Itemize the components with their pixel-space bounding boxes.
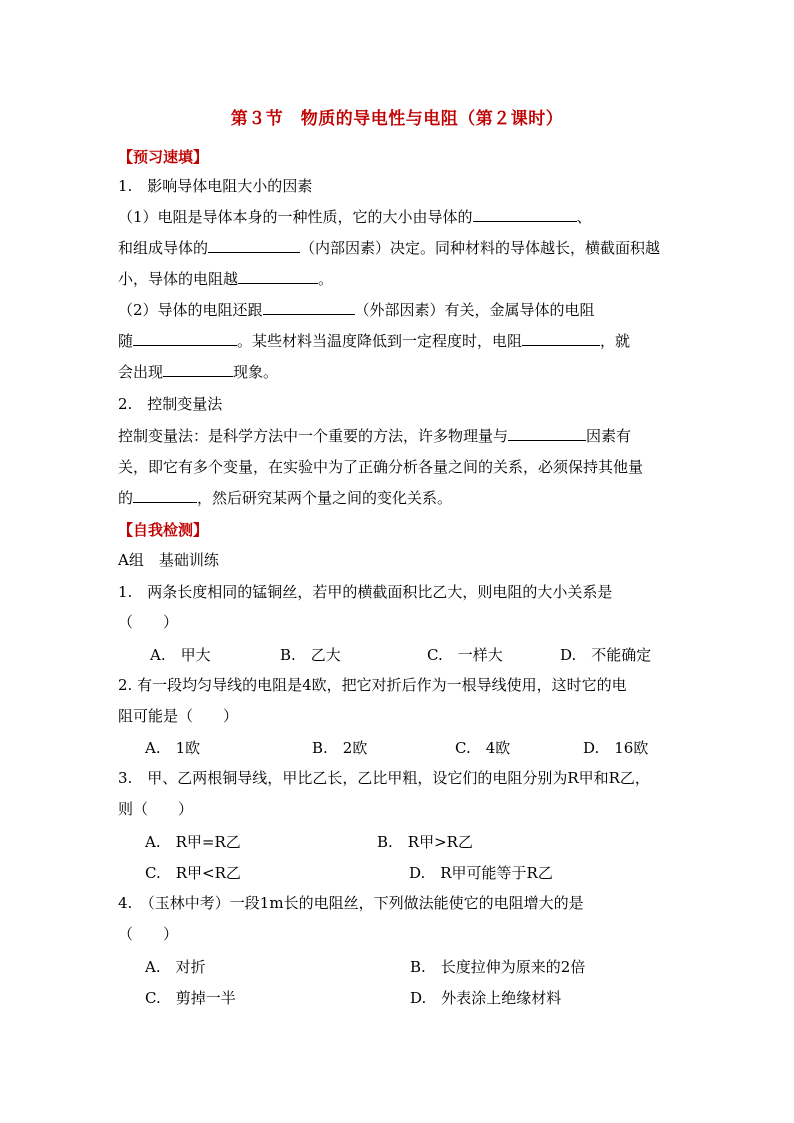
text-segment: （外部因素）有关，金属导体的电阻	[354, 301, 595, 319]
fill-blank[interactable]	[208, 238, 300, 253]
q1-option-a[interactable]: A. 甲大	[150, 646, 211, 664]
question-3-stem-line2: 则（ ）	[118, 800, 194, 818]
preview-line-6	[118, 362, 278, 382]
q4-option-b[interactable]: B. 长度拉伸为原来的2倍	[410, 958, 586, 976]
section-preview-header: 【预习速填】	[118, 148, 209, 166]
page-title: 第３节 物质的导电性与电阻（第２课时）	[230, 109, 564, 129]
q4-option-c[interactable]: C. 剪掉一半	[145, 989, 236, 1007]
fill-blank[interactable]	[263, 300, 355, 315]
text-segment: 因素有	[586, 427, 632, 445]
preview-line-9	[118, 488, 452, 508]
q3-option-d[interactable]: D. R甲可能等于R乙	[409, 864, 553, 882]
text-segment: 控制变量法：是科学方法中一个重要的方法，许多物理量与	[118, 427, 509, 445]
q1-option-b[interactable]: B. 乙大	[280, 646, 341, 664]
text-segment: 现象。	[233, 363, 279, 381]
item2-title: 2. 控制变量法	[118, 395, 223, 413]
item1-title: 1. 影响导体电阻大小的因素	[118, 177, 313, 195]
preview-line-2	[118, 238, 660, 258]
q2-option-b[interactable]: B. 2欧	[312, 739, 368, 757]
q2-option-a[interactable]: A. 1欧	[145, 739, 201, 757]
q4-option-a[interactable]: A. 对折	[145, 958, 206, 976]
preview-line-5	[118, 331, 630, 351]
text-segment: 和组成导体的	[118, 239, 209, 257]
text-segment: ，就	[600, 332, 631, 350]
q3-option-b[interactable]: B. R甲>R乙	[377, 833, 473, 851]
q4-option-d[interactable]: D. 外表涂上绝缘材料	[410, 989, 562, 1007]
section-selfcheck-header: 【自我检测】	[118, 521, 209, 539]
fill-blank[interactable]	[522, 331, 600, 346]
fill-blank[interactable]	[133, 488, 197, 503]
q3-option-a[interactable]: A. R甲=R乙	[145, 833, 241, 851]
text-segment: 会出现	[118, 363, 164, 381]
q3-option-c[interactable]: C. R甲<R乙	[145, 864, 241, 882]
question-4-paren[interactable]: （ ）	[118, 925, 179, 943]
preview-line-1	[118, 207, 592, 227]
question-1-stem: 1. 两条长度相同的锰铜丝，若甲的横截面积比乙大，则电阻的大小关系是	[118, 583, 613, 601]
question-1-paren[interactable]: （ ）	[118, 613, 179, 631]
group-label: A组 基础训练	[118, 551, 219, 569]
preview-line-4	[118, 300, 595, 320]
text-segment: （1）电阻是导体本身的一种性质，它的大小由导体的	[118, 208, 473, 226]
text-segment: 小，导体的电阻越	[118, 270, 239, 288]
preview-line-8: 关，即它有多个变量，在实验中为了正确分析各量之间的关系，必须保持其他量	[118, 458, 644, 476]
q2-option-d[interactable]: D. 16欧	[583, 739, 649, 757]
text-segment: 的	[118, 489, 134, 507]
preview-line-3	[118, 269, 333, 289]
text-segment: （内部因素）决定。同种材料的导体越长，横截面积越	[300, 239, 661, 257]
question-3-stem-line1: 3. 甲、乙两根铜导线，甲比乙长，乙比甲粗，设它们的电阻分别为R甲和R乙，	[118, 769, 650, 787]
question-2-stem-line2: 阻可能是（ ）	[118, 707, 239, 725]
q2-option-c[interactable]: C. 4欧	[455, 739, 511, 757]
text-segment: 。某些材料当温度降低到一定程度时，电阻	[237, 332, 523, 350]
fill-blank[interactable]	[238, 269, 318, 284]
question-2-stem-line1: 2. 有一段均匀导线的电阻是4欧，把它对折后作为一根导线使用，这时它的电	[118, 676, 627, 694]
fill-blank[interactable]	[133, 331, 237, 346]
text-segment: 。	[318, 270, 334, 288]
question-4-stem: 4. （玉林中考）一段1m长的电阻丝，下列做法能使它的电阻增大的是	[118, 894, 584, 912]
q1-option-c[interactable]: C. 一样大	[427, 646, 503, 664]
fill-blank[interactable]	[508, 426, 586, 441]
preview-line-7	[118, 426, 631, 446]
text-segment: （2）导体的电阻还跟	[118, 301, 263, 319]
text-segment: 随	[118, 332, 134, 350]
fill-blank[interactable]	[473, 207, 577, 222]
fill-blank[interactable]	[163, 362, 233, 377]
text-segment: 、	[576, 208, 592, 226]
text-segment: ，然后研究某两个量之间的变化关系。	[197, 489, 453, 507]
q1-option-d[interactable]: D. 不能确定	[560, 646, 652, 664]
